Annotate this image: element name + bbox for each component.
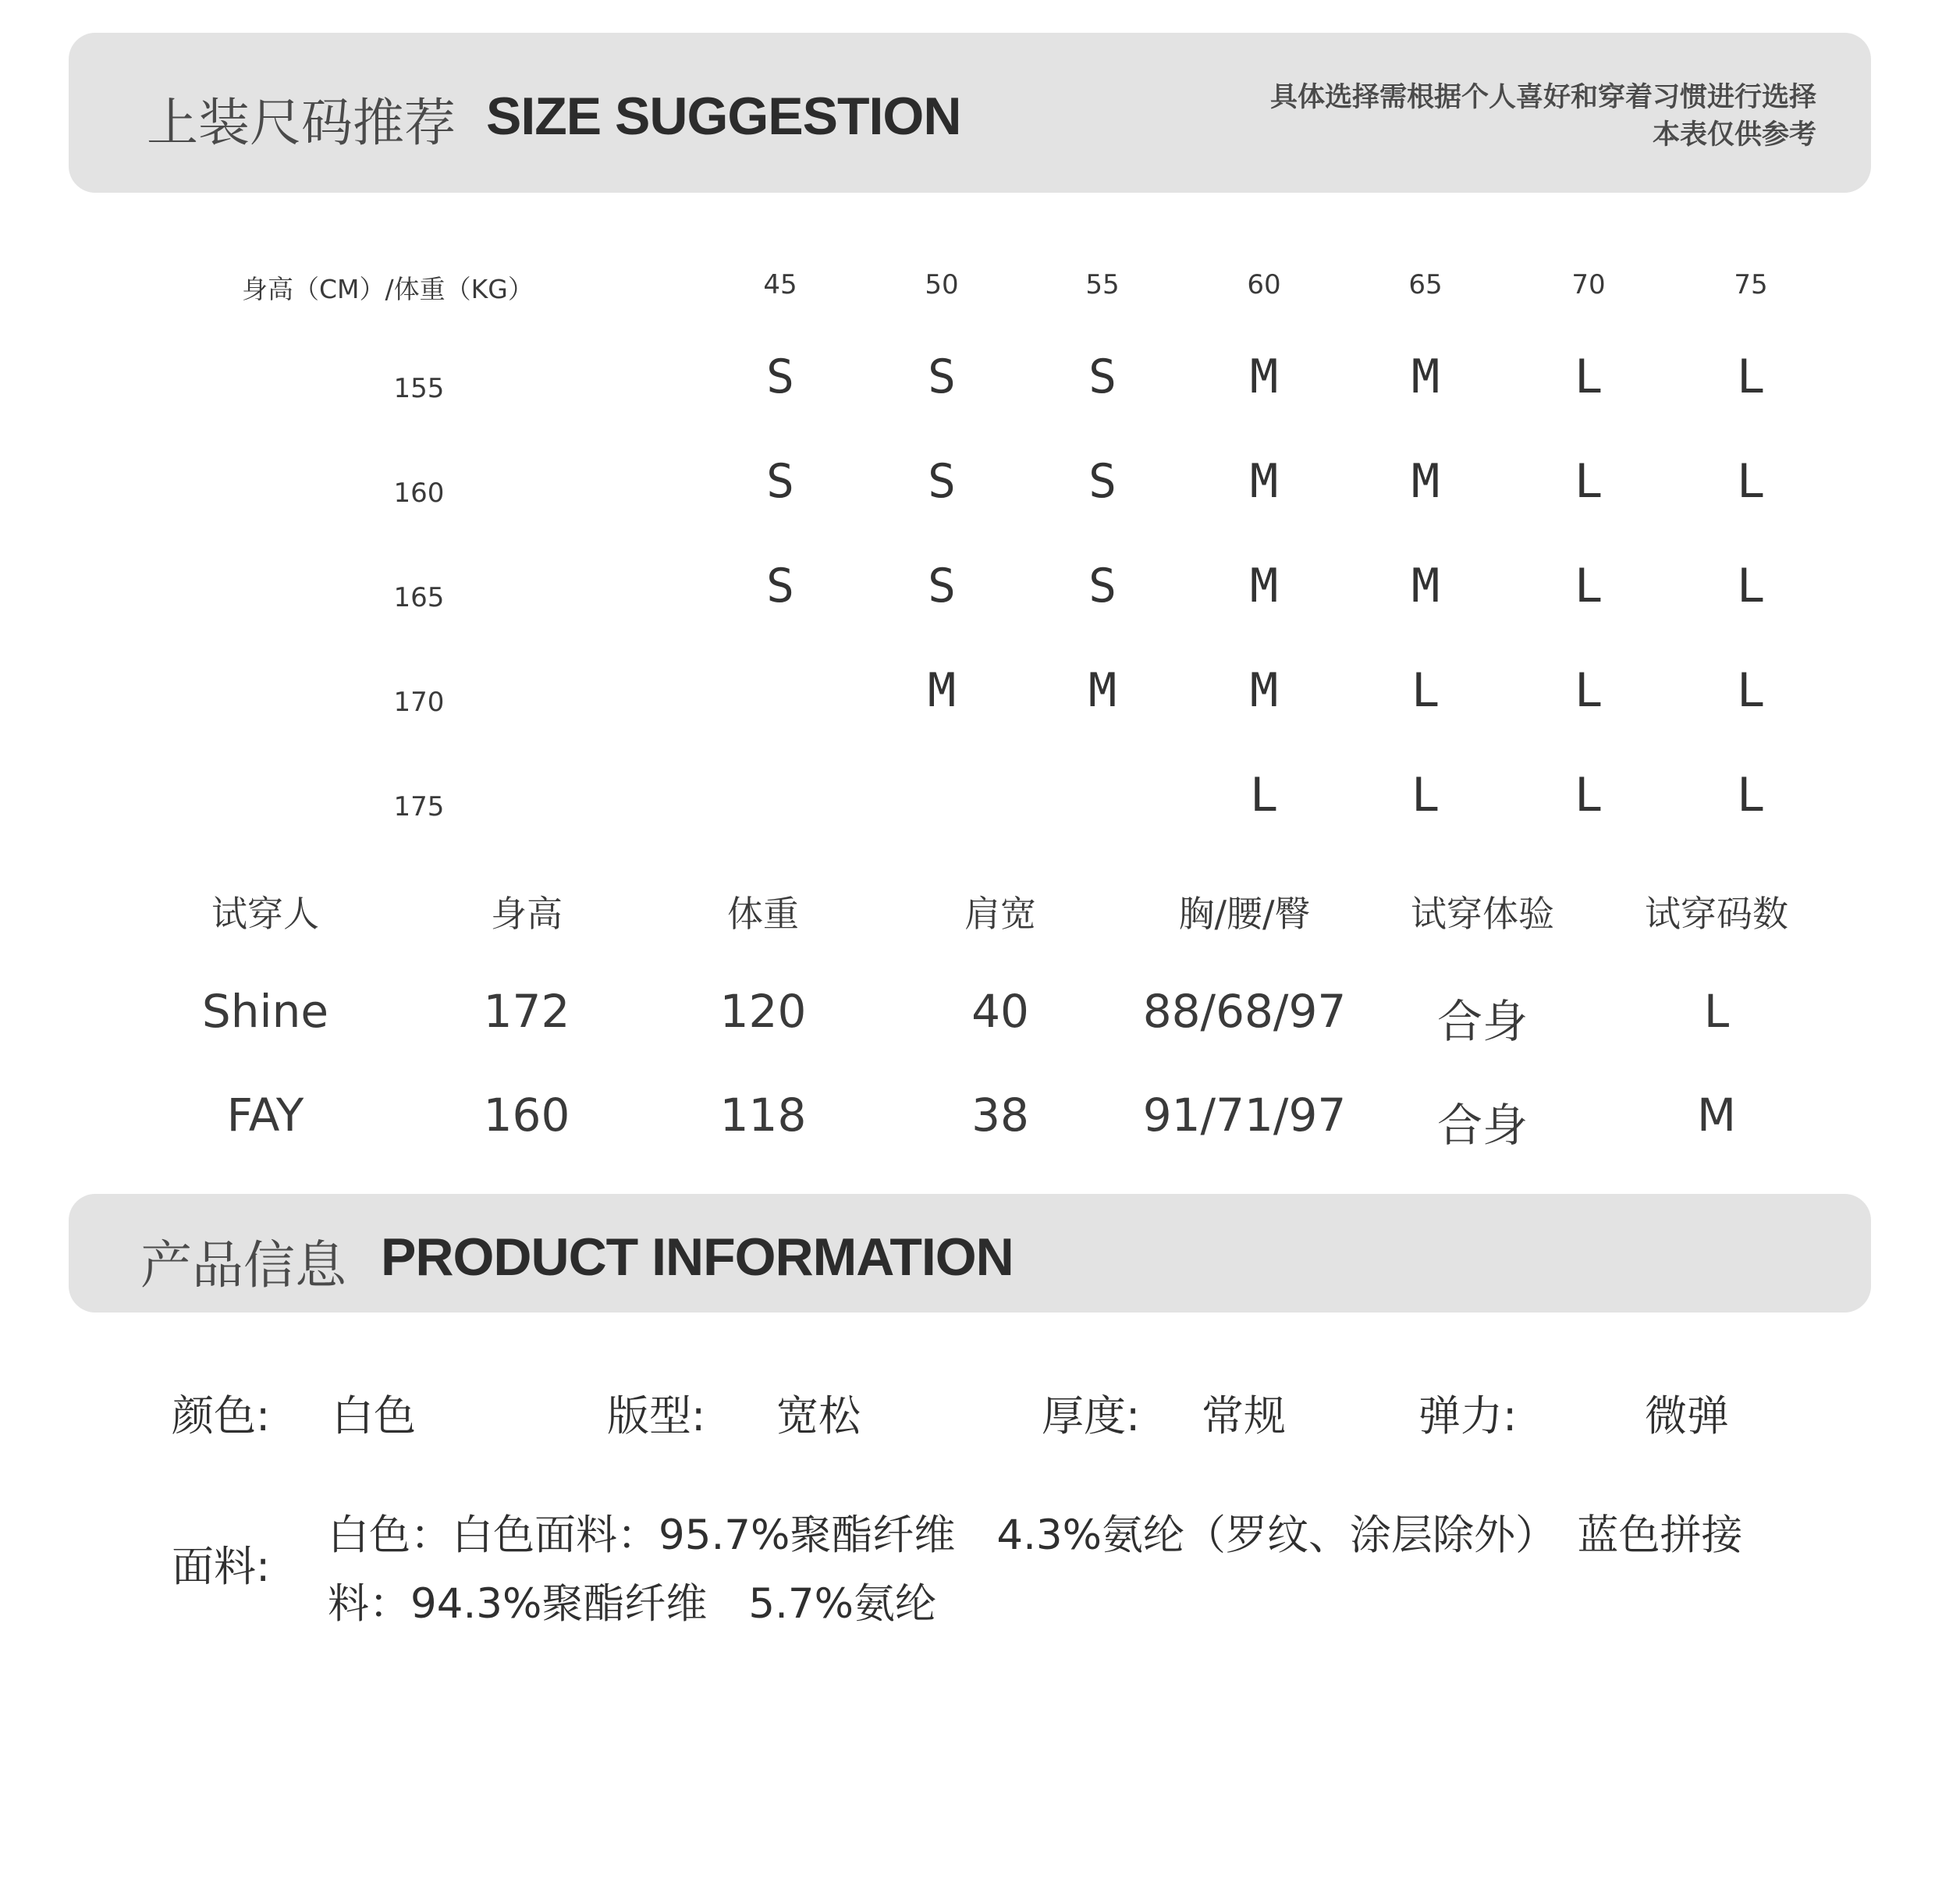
tryon-header: 试穿码数 xyxy=(1645,893,1788,935)
size-cell: M xyxy=(1411,350,1440,404)
tryon-cell: 88/68/97 xyxy=(1142,985,1347,1038)
tryon-cell: 38 xyxy=(971,1089,1029,1142)
size-cell: L xyxy=(1574,559,1603,613)
height-label: 155 xyxy=(393,373,445,404)
size-cell: L xyxy=(1736,350,1766,404)
size-cell: M xyxy=(1411,454,1440,509)
size-cell: L xyxy=(1574,350,1603,404)
product-information-banner xyxy=(69,1194,1871,1313)
color-value: 白色 xyxy=(332,1391,416,1440)
weight-header: 75 xyxy=(1734,269,1768,300)
tryon-cell: L xyxy=(1703,985,1730,1038)
tryon-cell: Shine xyxy=(201,985,329,1038)
weight-header: 45 xyxy=(763,269,797,300)
tryon-cell: 40 xyxy=(971,985,1029,1038)
size-cell: M xyxy=(927,663,957,718)
tryon-cell: 172 xyxy=(483,985,570,1038)
size-cell: M xyxy=(1249,350,1279,404)
size-cell: M xyxy=(1249,663,1279,718)
height-label: 175 xyxy=(393,791,445,822)
size-note-line2: 本表仅供参考 xyxy=(1652,119,1816,151)
fabric-label: 面料: xyxy=(172,1542,271,1591)
tryon-header: 体重 xyxy=(727,893,799,935)
size-cell: M xyxy=(1088,663,1117,718)
tryon-cell: 160 xyxy=(483,1089,570,1142)
tryon-header: 身高 xyxy=(491,893,563,935)
weight-header: 60 xyxy=(1247,269,1281,300)
size-cell: S xyxy=(765,350,795,404)
tryon-cell: 118 xyxy=(719,1089,807,1142)
tryon-cell: 91/71/97 xyxy=(1142,1089,1347,1142)
size-cell: L xyxy=(1574,768,1603,822)
thickness-value: 常规 xyxy=(1202,1391,1286,1440)
color-label: 颜色: xyxy=(172,1391,271,1440)
size-cell: L xyxy=(1736,559,1766,613)
size-cell: L xyxy=(1574,454,1603,509)
weight-header: 50 xyxy=(925,269,959,300)
size-cell: S xyxy=(765,454,795,509)
size-cell: S xyxy=(1088,454,1117,509)
size-note-line1: 具体选择需根据个人喜好和穿着习惯进行选择 xyxy=(1269,82,1816,113)
fit-label: 版型: xyxy=(607,1391,706,1440)
thickness-label: 厚度: xyxy=(1042,1391,1141,1440)
size-cell: L xyxy=(1249,768,1279,822)
info-title-en: PRODUCT INFORMATION xyxy=(381,1227,1014,1287)
size-cell: L xyxy=(1411,768,1440,822)
tryon-cell: M xyxy=(1696,1089,1737,1142)
weight-header: 65 xyxy=(1408,269,1443,300)
elasticity-label: 弹力: xyxy=(1418,1391,1518,1440)
tryon-header: 试穿人 xyxy=(211,893,319,935)
tryon-cell: FAY xyxy=(226,1089,304,1142)
size-title-cn: 上装尺码推荐 xyxy=(147,93,456,153)
tryon-header: 肩宽 xyxy=(964,893,1036,935)
height-label: 170 xyxy=(393,687,445,718)
fit-value: 宽松 xyxy=(776,1391,861,1440)
tryon-header: 试穿体验 xyxy=(1411,893,1554,935)
size-suggestion-banner xyxy=(69,33,1871,193)
fabric-line2: 料：94.3%聚酯纤维 5.7%氨纶 xyxy=(328,1580,937,1628)
tryon-cell: 合身 xyxy=(1436,1099,1528,1152)
tryon-header: 胸/腰/臀 xyxy=(1178,893,1311,935)
info-title-cn: 产品信息 xyxy=(140,1235,346,1295)
size-cell: S xyxy=(765,559,795,613)
size-cell: M xyxy=(1249,559,1279,613)
elasticity-value: 微弹 xyxy=(1645,1391,1729,1440)
height-label: 160 xyxy=(393,478,445,509)
weight-header: 55 xyxy=(1085,269,1120,300)
size-cell: S xyxy=(927,350,957,404)
size-cell: L xyxy=(1736,454,1766,509)
size-cell: S xyxy=(1088,559,1117,613)
fabric-line1: 白色：白色面料：95.7%聚酯纤维 4.3%氨纶（罗纹、涂层除外） 蓝色拼接 xyxy=(328,1511,1743,1559)
size-cell: M xyxy=(1411,559,1440,613)
tryon-cell: 120 xyxy=(719,985,807,1038)
size-cell: L xyxy=(1574,663,1603,718)
size-cell: S xyxy=(927,454,957,509)
size-cell: L xyxy=(1736,663,1766,718)
size-cell: S xyxy=(927,559,957,613)
tryon-cell: 合身 xyxy=(1436,995,1528,1048)
size-cell: S xyxy=(1088,350,1117,404)
size-cell: M xyxy=(1249,454,1279,509)
size-title-en: SIZE SUGGESTION xyxy=(486,87,961,146)
weight-header: 70 xyxy=(1571,269,1606,300)
size-cell: L xyxy=(1736,768,1766,822)
height-label: 165 xyxy=(393,582,445,613)
size-cell: L xyxy=(1411,663,1440,718)
size-chart-corner-label: 身高（CM）/体重（KG） xyxy=(242,274,534,304)
